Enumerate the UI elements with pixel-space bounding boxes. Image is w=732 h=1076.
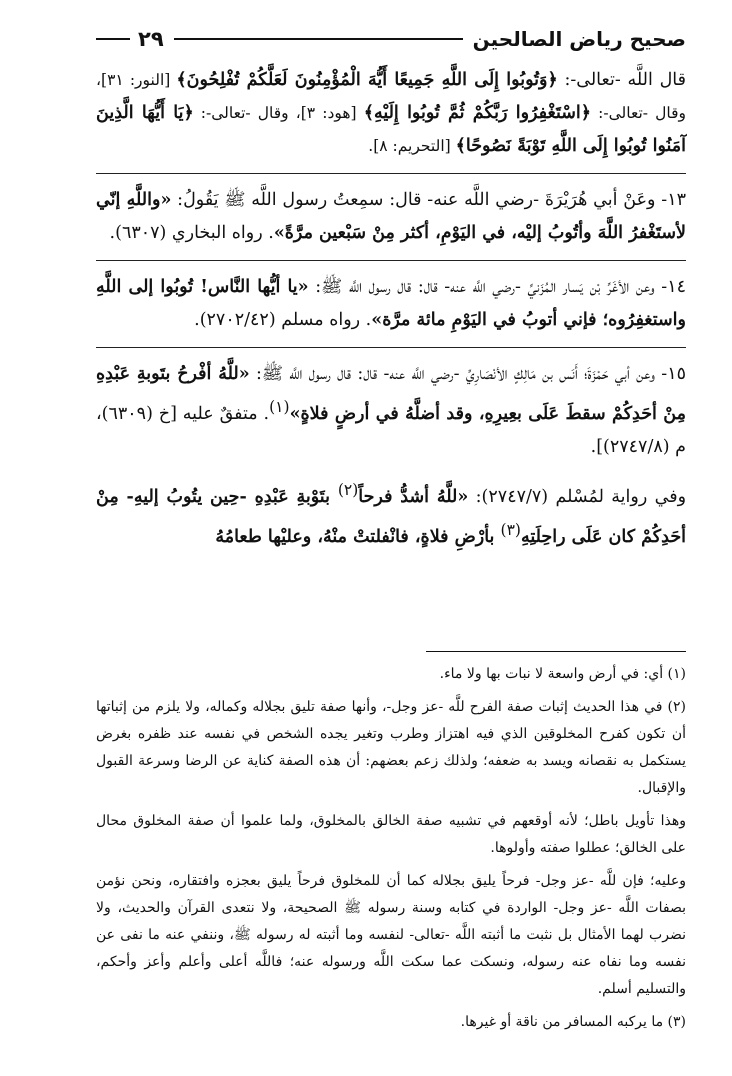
footnote-2-part-3: وعليه؛ فإن للَّه -عز وجل- فرحاً يليق بجلاله كما أن للمخلوق فرحاً يليق بعجزه وافتقاره، ونحن نؤمن بصفات اللَّه -عز وجل- الواردة في كتابه وسنة رسوله ﷺ الصحيحة، ولا نتعدى القرآن والحديث، ولا نضرب لهما الأمثال بل نثبت ما أثبته اللَّه -تعالى- لنفسه وما أثبته له رسوله ﷺ، وننفي عنه ما نفى عن نفسه وما نفاه عنه رسوله، ونسكت عما سكت اللَّه ورسوله عنه؛ فاللَّه أعلى وأعلم وأعز وأحكم، والتسليم أسلم. — [96, 873, 686, 997]
riwaya-lead: وفي رواية لمُسْلم (٢٧٤٧/٧): — [468, 486, 687, 507]
header-rule — [174, 38, 463, 40]
hadith-15 — [96, 347, 686, 464]
hadith-13-lead: ١٣- وعَنْ أبي هُرَيْرَةَ -رضي اللَّه عنه- قال: سمِعتُ رسول اللَّه ﷺ يَقُولُ: — [171, 190, 686, 210]
riwaya-text-b: بتَوْبةِ عَبْدِهِ -حِين يتُوبُ إليهِ- مِنْ أحَدِكُمْ كان عَلَى راحِلَتِهِ — [96, 486, 686, 547]
footnotes — [96, 661, 686, 1042]
main-text — [96, 64, 686, 553]
hadith-14-lead: ١٤- وعن الأغَرِّ بْن يَسار المُزَنيِّ -رضي اللَّه عنه- قال: قال رسول اللَّه ﷺ: — [308, 277, 686, 297]
header-rule-end — [96, 38, 130, 40]
verse-ref-1: [النور: ٣١]، وقال -تعالى-: — [96, 71, 686, 122]
quran-verse-1: ﴿وَتُوبُوا إِلَى اللَّهِ جَمِيعًا أَيُّهَ الْمُؤْمِنُونَ لَعَلَّكُمْ تُفْلِحُونَ﴾ — [176, 70, 558, 90]
footnote-3: (٣) ما يركبه المسافر من ناقة أو غيرها. — [460, 1014, 686, 1030]
page-number: ٢٩ — [138, 27, 164, 51]
riwaya-paragraph — [96, 474, 686, 554]
hadith-13-source: . رواه البخاري (٦٣٠٧). — [109, 223, 274, 243]
footnotes-rule — [426, 651, 686, 652]
book-page — [96, 26, 686, 1056]
page-header — [96, 26, 686, 52]
footnote-marker-1: (١) — [269, 398, 290, 416]
footnote-1: (١) أي: في أرض واسعة لا نبات بها ولا ماء. — [439, 666, 686, 682]
quran-verse-3: ﴿يَا أَيُّهَا الَّذِينَ آمَنُوا تُوبُوا إِلَى اللَّهِ تَوْبَةً نَصُوحًا﴾ — [96, 103, 686, 156]
footnote-2-part-1: (٢) في هذا الحديث إثبات صفة الفرح للَّه -عز وجل-، وأنها صفة تليق بجلاله وكماله، ولا يلزم من إثباتها أن تكون كفرح المخلوقين الذي فيه اهتزاز وطرب وتغير يجده الشخص في نفسه عند ظفره بغرض يستكمل به نقصانه ويسد به ضعفه؛ ولذلك زعم بعضهم: أن هذه الصفة كناية عن الرضا وسرعة القبول والإقبال. — [96, 699, 686, 796]
hadith-15-text: «للَّهُ أفْرحُ بتَوبةِ عَبْدِهِ مِنْ أحَدِكُمْ سقطَ عَلَى بعِيرِهِ، وقد أضلَّهُ في أرضٍ فلاةٍ» — [96, 364, 686, 424]
footnote-marker-2: (٢) — [337, 480, 359, 499]
riwaya-text-a: «للَّهُ أشدُّ فرحاً — [358, 486, 469, 507]
hadith-14-text: «يا أيُّها النَّاس! تُوبُوا إلى اللَّهِ واستغفِرُوه؛ فإني أتوبُ في اليَوْمِ مائة مرَّة» — [96, 277, 686, 330]
riwaya-text-c: بأرْضِ فلاةٍ، فانْفلتتْ منْهُ، وعليْها طعامُهُ — [215, 526, 501, 547]
quran-verse-2: ﴿اسْتَغْفِرُوا رَبَّكُمْ ثُمَّ تُوبُوا إِلَيْهِ﴾ — [363, 103, 592, 123]
book-title: صحيح رياض الصالحين — [472, 27, 686, 51]
hadith-13 — [96, 173, 686, 250]
verse-ref-2: [هود: ٣]، وقال -تعالى-: — [193, 104, 364, 122]
hadith-14-source: . رواه مسلم (٢٧٠٢/٤٢). — [194, 310, 372, 330]
hadith-13-text: «واللَّهِ إنّي لأستَغْفرُ اللَّهَ وأتُوبُ إليْه، في اليَوْمِ، أكثر مِنْ سَبْعين مرَّةً» — [96, 190, 686, 243]
hadith-15-source: . متفقٌ عليه [خ (٦٣٠٩)، م (٢٧٤٧/٨)]. — [96, 403, 686, 457]
intro-lead: قال اللَّه -تعالى-: — [557, 70, 686, 90]
hadith-15-lead: ١٥- وعن أبي حَمْزَةَ؛ أَنَس بن مَالِكٍ الأنْصَارِيِّ -رضي اللَّه عنه- قال: قال رسول اللَّه ﷺ: — [249, 364, 686, 384]
verse-ref-3: [التحريم: ٨]. — [368, 137, 456, 155]
intro-paragraph — [96, 64, 686, 163]
footnote-marker-3: (٣) — [500, 520, 521, 539]
footnote-2-part-2: وهذا تأويل باطل؛ لأنه أوقعهم في تشبيه صفة الخالق بالمخلوق، ولما علموا أن صفة المخلوق محال على الخالق؛ عطلوا صفته وأولوها. — [96, 813, 686, 856]
hadith-14 — [96, 260, 686, 337]
